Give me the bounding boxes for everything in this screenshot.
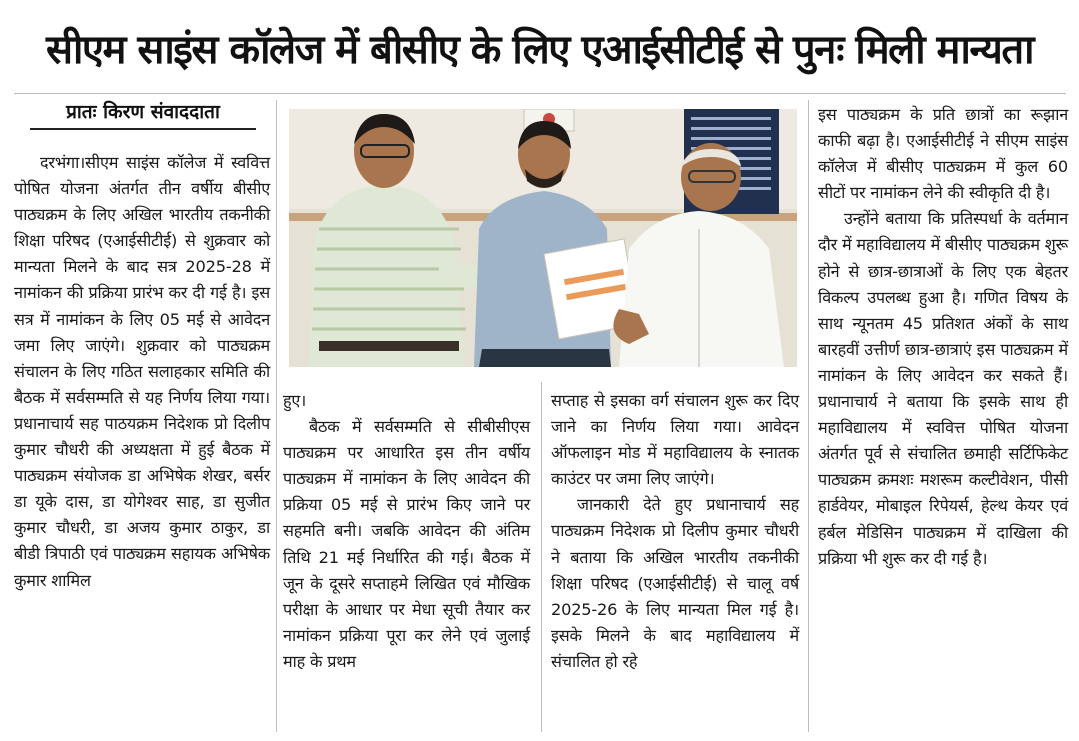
column-divider-3	[808, 100, 809, 732]
paragraph-1: दरभंगा।सीएम साइंस कॉलेज में स्ववित्त पोषित योजना अंतर्गत तीन वर्षीय बीसीए पाठ्यक्रम के लिए अखिल भारतीय तकनीकी शिक्षा परिषद (एआईसीटीई) से शुक्रवार को मान्यता मिलने के बाद सत्र 2025-28 में नामांकन की प्रक्रिया प्रारंभ कर दी गई है। इस सत्र में नामांकन के लिए 05 मई से आवेदन जमा लिए जाएंगे। शुक्रवार को पाठ्यक्रम संचालन के लिए गठित सलाहकार समिति की बैठक में सर्वसम्मति से यह निर्णय लिया गया। प्रधानाचार्य सह पाठयक्रम निदेशक प्रो दिलीप कुमार चौधरी की अध्यक्षता में हुई बैठक में पाठ्यक्रम संयोजक डा अभिषेक शेखर, बर्सर डा यूके दास, डा योगेश्वर साह, डा सुजीत कुमार चौधरी, डा अजय कुमार ठाकुर, डा बीडी त्रिपाठी एवं पाठ्यक्रम सहायक अभिषेक कुमार शामिल	[14, 153, 270, 590]
article-column-4	[818, 102, 1068, 572]
headline: सीएम साइंस कॉलेज में बीसीए के लिए एआईसीटीई से पुनः मिली मान्यता	[46, 26, 1033, 73]
paragraph-3: बैठक में सर्वसम्मति से सीबीसीएस पाठ्यक्रम पर आधारित इस तीन वर्षीय पाठ्यक्रम में नामांकन के लिए आवेदन की प्रक्रिया 05 मई से प्रारंभ किए जाने पर सहमति बनी। जबकि आवेदन की अंतिम तिथि 21 मई निर्धारित की गई। बैठक में जून के दूसरे सप्ताहमे लिखित एवं मौखिक परीक्षा के आधार पर मेधा सूची तैयार कर नामांकन प्रक्रिया पूरा कर लेने एवं जुलाई माह के प्रथम	[283, 417, 530, 671]
column-divider-2	[541, 382, 542, 732]
column-divider-1	[276, 100, 277, 732]
paragraph-2-end: हुए।	[283, 391, 307, 410]
news-photo	[289, 109, 797, 367]
news-photo-icon	[289, 109, 797, 367]
byline-underline	[30, 128, 256, 130]
article-column-3	[551, 388, 799, 675]
paragraph-4-end: इस पाठ्यक्रम के प्रति छात्रों का रूझान काफी बढ़ा है। एआईसीटीई ने सीएम साइंस कॉलेज में बीसीए पाठ्यक्रम में कुल 60 सीटों पर नामांकन लेने की स्वीकृति दी है।	[818, 105, 1068, 203]
headline-divider	[14, 93, 1066, 94]
byline: प्रातः किरण संवाददाता	[66, 101, 220, 123]
paragraph-4: जानकारी देते हुए प्रधानाचार्य सह पाठ्यक्रम निदेशक प्रो दिलीप कुमार चौधरी ने बताया कि अखिल भारतीय तकनीकी शिक्षा परिषद (एआईसीटीई) से चालू वर्ष 2025-26 के लिए मान्यता मिल गई है। इसके मिलने के बाद महाविद्यालय में संचालित हो रहे	[551, 495, 799, 671]
paragraph-5: उन्होंने बताया कि प्रतिस्पर्धा के वर्तमान दौर में महाविद्यालय में बीसीए पाठ्यक्रम शुरू होने से छात्र-छात्राओं के लिए एक बेहतर विकल्प उपलब्ध हुआ है। गणित विषय के साथ न्यूनतम 45 प्रतिशत अंकों के साथ बारहवीं उत्तीर्ण छात्र-छात्राएं इस पाठ्यक्रम में नामांकन के लिए आवेदन कर सकते हैं।प्रधानाचार्य ने बताया कि इसके साथ ही महाविद्यालय में स्ववित्त पोषित योजना अंतर्गत पूर्व से संचालित छमाही सर्टिफिकेट पाठ्यक्रम क्रमशः मशरूम कल्टीवेशन, पीसी हार्डवेयर, मोबाइल रिपेयर्स, हेल्थ केयर एवं हर्बल मेडिसिन पाठ्यक्रम में दाखिला की प्रक्रिया भी शुरू कर दी गई है।	[818, 209, 1068, 568]
article-column-2	[283, 388, 530, 675]
paragraph-3-end: सप्ताह से इसका वर्ग संचालन शुरू कर दिए जाने का निर्णय लिया गया। आवेदन ऑफलाइन मोड में महाविद्यालय के स्नातक काउंटर पर जमा लिए जाएंगे।	[551, 391, 799, 489]
article-column-1	[14, 150, 270, 594]
